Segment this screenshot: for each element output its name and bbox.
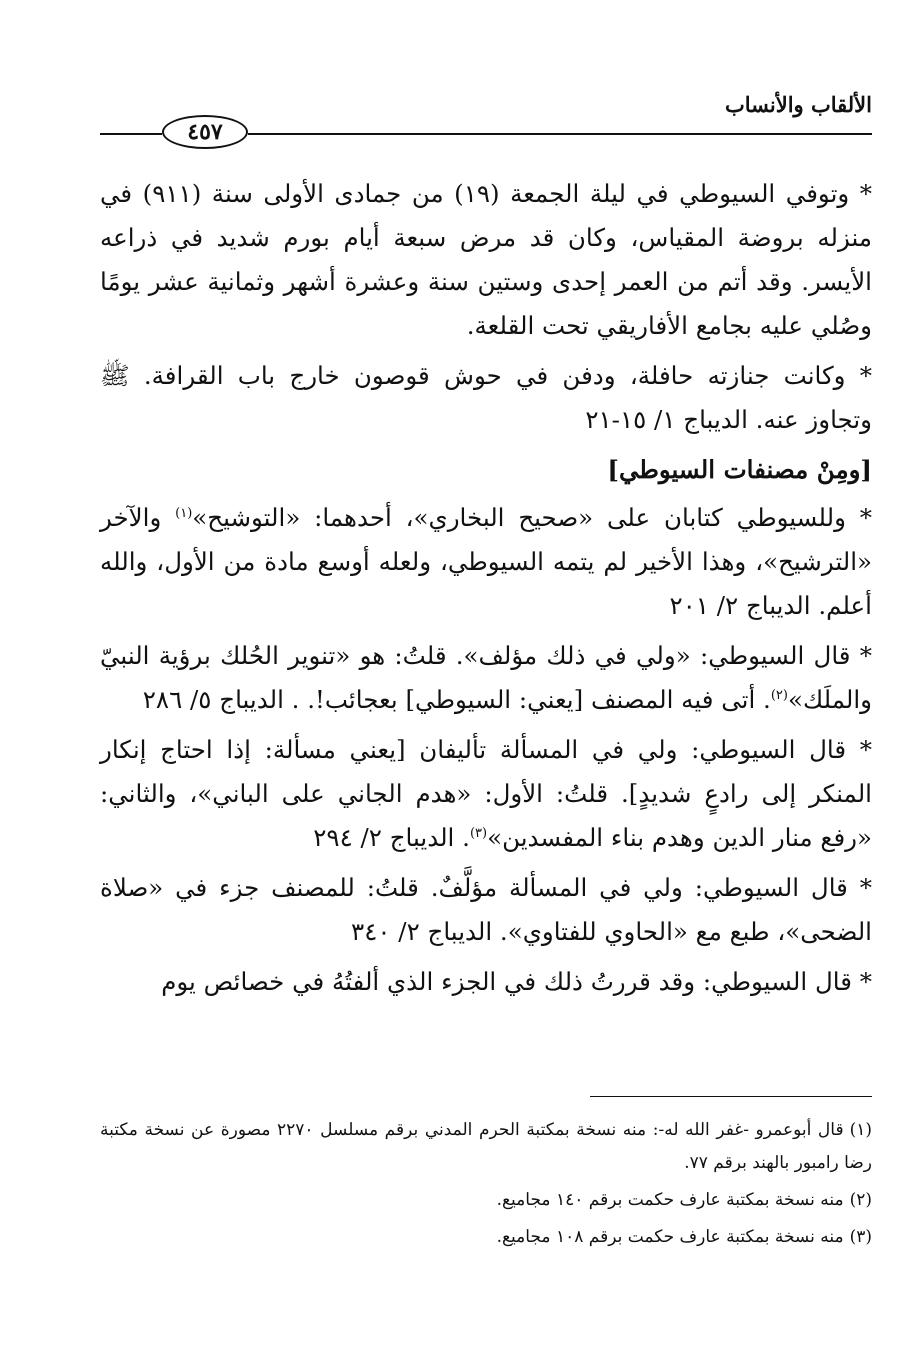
- footnote: [100, 1184, 872, 1217]
- paragraph-text: . الديباج ٢/ ٢٩٤: [313, 823, 470, 852]
- footnote-text: قال أبوعمرو -غفر الله له-: منه نسخة بمكتبة الحرم المدني برقم مسلسل ٢٢٧٠ مصورة عن نسخة مكتبة رضا رامبور بالهند برقم ٧٧.: [100, 1120, 872, 1173]
- footnote-ref: (٣): [469, 825, 488, 841]
- paragraph: [100, 960, 872, 1004]
- paragraph: [100, 866, 872, 954]
- paragraph: * وتوفي السيوطي في ليلة الجمعة (١٩) من جمادى الأولى سنة (٩١١) في منزله بروضة المقياس، وكان قد مرض سبعة أيام بورم شديد في ذراعه الأيسر. وقد أتم من العمر إحدى وستين سنة وعشرة أشهر وثمانية عشر يومًا وصُلي عليه بجامع الأفاريقي تحت القلعة.: [100, 179, 872, 340]
- paragraph-text: * قال السيوطي: «ولي في ذلك مؤلف». قلتُ: هو «تنوير الحُلك برؤية النبيّ والملَك»: [100, 641, 872, 714]
- footnote-number: (٢): [849, 1190, 872, 1210]
- footnote-ref: (٢): [770, 687, 788, 703]
- paragraph-text: * قال السيوطي: ولي في المسألة تأليفان [يعني مسألة: إذا احتاج إنكار المنكر إلى رادعٍ شديدٍ]. قلتُ: الأول: «هدم الجاني على الباني»، والثاني: «رفع منار الدين وهدم بناء المفسدين»: [100, 735, 872, 852]
- footnote-ref: (١): [175, 505, 193, 521]
- header-rule-right: [248, 133, 872, 135]
- footnotes: [100, 1114, 872, 1258]
- paragraph-text: . أتى فيه المصنف [يعني: السيوطي] بعجائب!. . الديباج ٥/ ٢٨٦: [142, 685, 771, 714]
- paragraph: [100, 728, 872, 860]
- paragraph-text: والآخر «الترشيح»، وهذا الأخير لم يتمه السيوطي، ولعله أوسع مادة من الأول، والله أعلم. الديباج ٢/ ٢٠١: [100, 503, 872, 620]
- running-title: الألقاب والأنساب: [724, 92, 872, 117]
- paragraph: [100, 496, 872, 628]
- paragraph: [100, 634, 872, 722]
- header-rule-left: [100, 133, 162, 135]
- main-text: [100, 172, 872, 1010]
- footnote: [100, 1221, 872, 1254]
- paragraph-text: * وللسيوطي كتابان على «صحيح البخاري»، أحدهما: «التوشيح»: [192, 503, 873, 532]
- section-heading: [ومِنْ مصنفات السيوطي]: [607, 455, 872, 484]
- footnote-number: (٣): [849, 1227, 872, 1247]
- paragraph: * وكانت جنازته حافلة، ودفن في حوش قوصون خارج باب القرافة. ﷺ وتجاوز عنه. الديباج ١/ ١٥-٢١: [100, 361, 872, 434]
- footnote: [100, 1114, 872, 1180]
- footnote-text: منه نسخة بمكتبة عارف حكمت برقم ١٠٨ مجاميع.: [496, 1227, 844, 1247]
- paragraph-text: * قال السيوطي: وقد قررتُ ذلك في الجزء الذي ألفتُهُ في خصائص يوم: [161, 967, 872, 996]
- footnote-number: (١): [849, 1120, 872, 1140]
- page-header: [100, 92, 872, 162]
- page-number: ٤٥٧: [162, 115, 248, 149]
- footnote-text: منه نسخة بمكتبة عارف حكمت برقم ١٤٠ مجاميع.: [496, 1190, 844, 1210]
- paragraph-text: * قال السيوطي: ولي في المسألة مؤلَّفٌ. قلتُ: للمصنف جزء في «صلاة الضحى»، طبع مع «الحاوي للفتاوي». الديباج ٢/ ٣٤٠: [100, 873, 872, 946]
- footnote-separator: [590, 1096, 872, 1097]
